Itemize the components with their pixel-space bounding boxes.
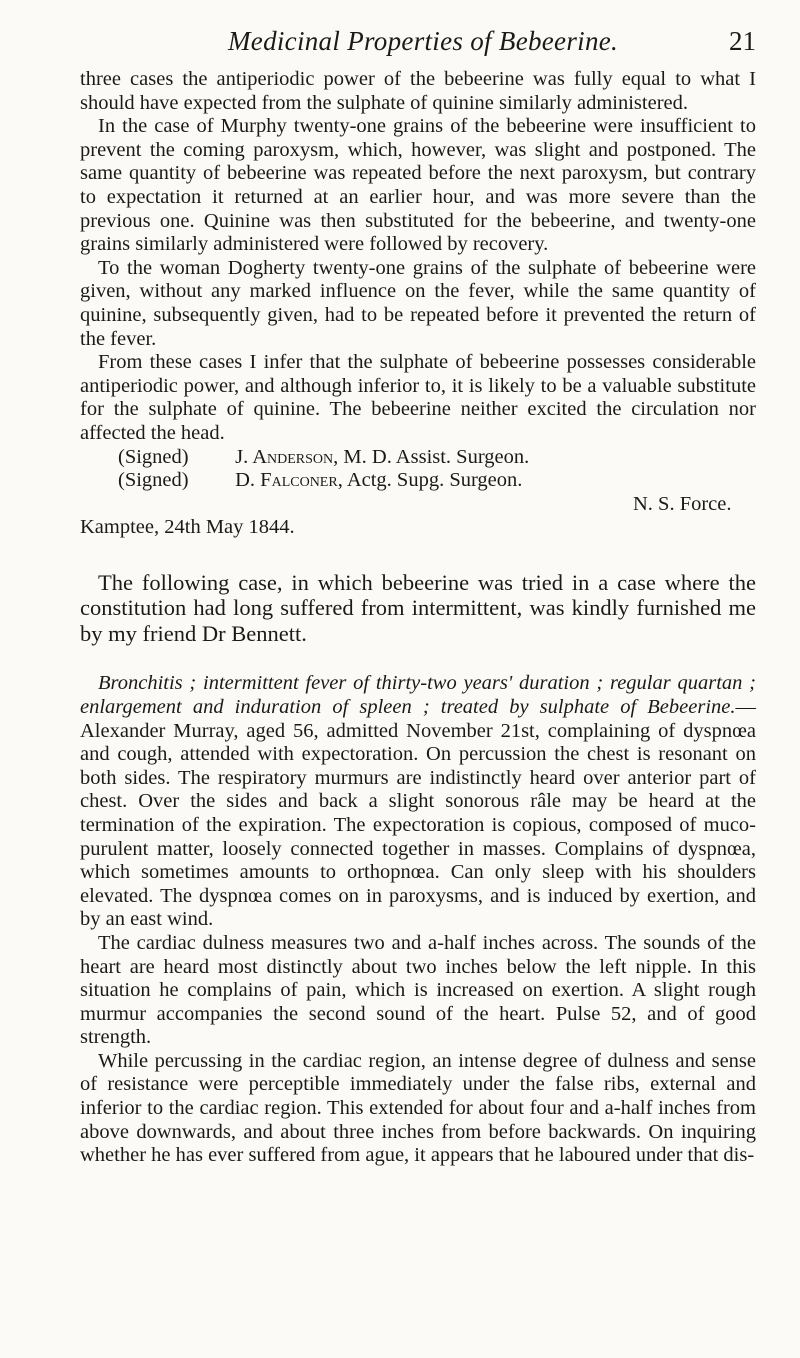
paragraph: The cardiac dulness measures two and a-half inches across. The sounds of the heart are heard most distinctly about two inches below the left nipple. In this situation he complains of pain, which is increased on exertion. A slight rough murmur accompanies the second sound of the heart. Pulse 52, and of good strength. (80, 931, 756, 1049)
paragraph: From these cases I infer that the sulphate of bebeerine possesses considerable antiperiodic power, and although inferior to, it is likely to be a valuable substitute for the sulphate of quinine. The bebeerine neither excited the circulation nor affected the head. (80, 351, 756, 444)
paragraph: In the case of Murphy twenty-one grains of the bebeerine were insufficient to prevent the coming paroxysm, which, however, was slight and postponed. The same quantity of bebeerine was repeated before the next paroxysm, but contrary to expectation it returned at an earlier hour, and was more severe than the previous one. Quinine was then substituted for the bebeerine, and twenty-one grains similarly administered were followed by recovery. (80, 115, 756, 256)
signature-force: N. S. Force. (633, 492, 732, 515)
case-paragraph (80, 672, 756, 932)
signatory-title: Actg. Supg. Surgeon. (346, 469, 523, 492)
signatory-name: D. Falconer, (235, 469, 343, 492)
signed-label: (Signed) (118, 469, 189, 492)
running-title: Medicinal Properties of Bebeerine. (228, 26, 619, 56)
spacer (80, 540, 756, 570)
paragraph: While percussing in the cardiac region, an intense degree of dulness and sense of resistance were perceptible immediately under the false ribs, external and inferior to the cardiac region. This extended for about four and a-half inches from above downwards, and about three inches from before backwards. On inquiring whether he has ever suffered from ague, it appears that he laboured under that dis- (80, 1049, 756, 1167)
signatory-name: J. Anderson, (235, 445, 339, 468)
spacer (80, 646, 756, 672)
running-head (228, 26, 756, 66)
signed-label: (Signed) (118, 445, 189, 468)
place-date: Kamptee, 24th May 1844. (80, 516, 295, 539)
case-text: —Alexander Murray, aged 56, admitted November 21st, complaining of dyspnœa and cough, attended with expectoration. On percussion the chest is resonant on both sides. The respiratory murmurs are indistinctly heard over anterior part of chest. Over the sides and back a slight sonorous râle may be heard at the termination of the expiration. The expectoration is copious, composed of muco-purulent matter, loosely connected together in masses. Complains of dyspnœa, which sometimes amounts to orthopnœa. Can only sleep with his shoulders elevated. The dyspnœa comes on in paroxysms, and is induced by exertion, and by an east wind. (80, 695, 756, 931)
intro-paragraph: The following case, in which bebeerine was tried in a case where the constitution had long suffered from intermittent, was kindly furnished me by my friend Dr Bennett. (80, 569, 756, 646)
body-text (80, 68, 756, 1168)
page-number: 21 (729, 26, 756, 56)
signature-line (118, 469, 756, 493)
signature-line (118, 446, 756, 470)
signatory-title: M. D. Assist. Surgeon. (343, 445, 530, 468)
paragraph: To the woman Dogherty twenty-one grains of the sulphate of bebeerine were given, without any marked influence on the fever, while the same quantity of quinine, subsequently given, had to be repeated before it prevented the return of the fever. (80, 256, 756, 350)
paragraph: three cases the antiperiodic power of the bebeerine was fully equal to what I should have expected from the sulphate of quinine similarly administered. (80, 68, 756, 114)
signature-block (80, 446, 756, 517)
case-title: Bronchitis ; intermittent fever of thirty-two years' duration ; regular quartan ; enlargement and induration of spleen ; treated by sulphate of Bebeerine. (80, 672, 756, 718)
